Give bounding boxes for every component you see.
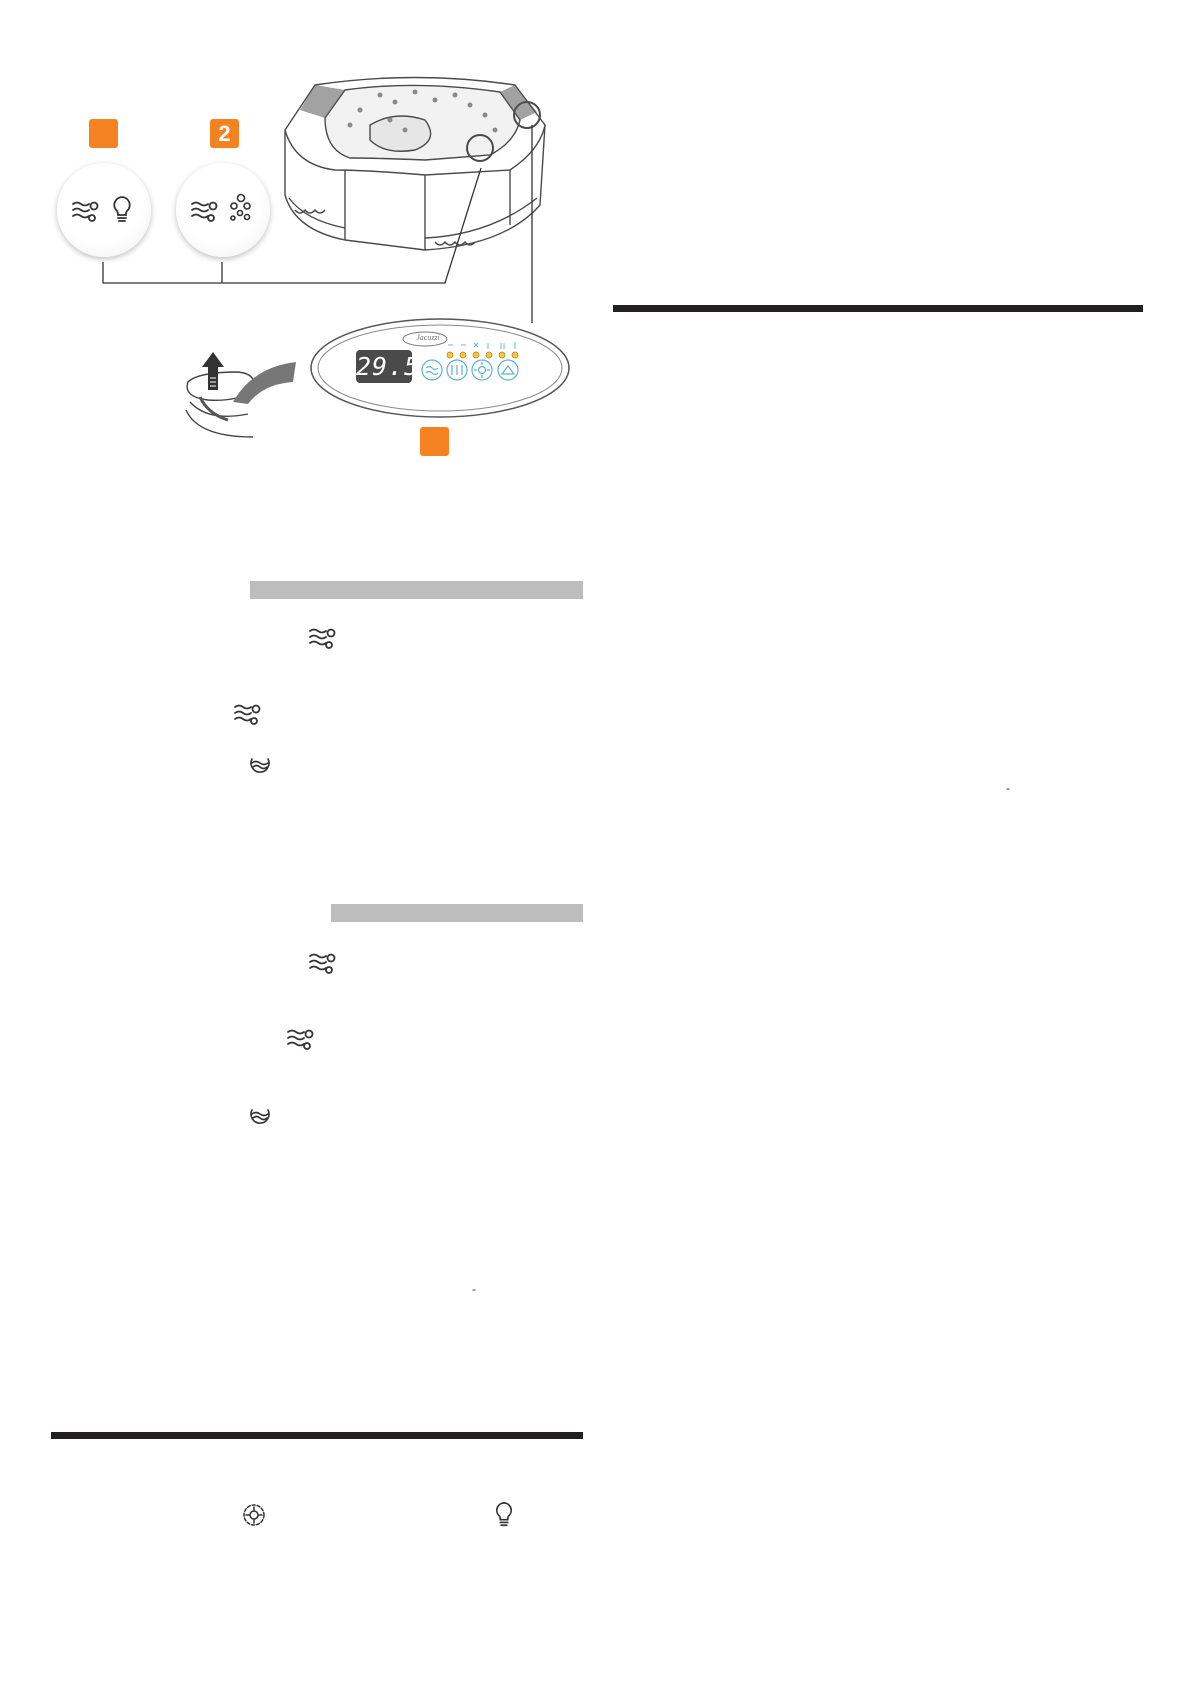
section-rule-right — [613, 305, 1143, 312]
air-jets-icon — [233, 702, 263, 726]
brand-logo: Jacuzzi — [416, 333, 440, 342]
temperature-display: 29.5 — [356, 352, 421, 381]
water-wave-icon — [248, 1103, 272, 1127]
water-wave-icon — [248, 752, 272, 776]
section-rule-left — [51, 1432, 583, 1439]
air-jets-icon — [308, 626, 338, 650]
badge-middle: 2 — [210, 119, 239, 148]
section-bar-1 — [250, 581, 583, 599]
air-jets-icon — [308, 951, 338, 975]
cover-lift-arrow-icon — [178, 342, 303, 447]
leader-lines — [0, 0, 560, 330]
light-bulb-icon — [493, 1501, 515, 1529]
control-panel — [308, 315, 572, 421]
air-jets-icon — [286, 1027, 316, 1051]
light-ring-icon — [242, 1503, 266, 1527]
section-bar-2 — [331, 904, 583, 922]
dash-left-column: - — [472, 1282, 476, 1296]
badge-bottom — [420, 427, 449, 456]
dash-right-column: - — [1006, 781, 1010, 795]
